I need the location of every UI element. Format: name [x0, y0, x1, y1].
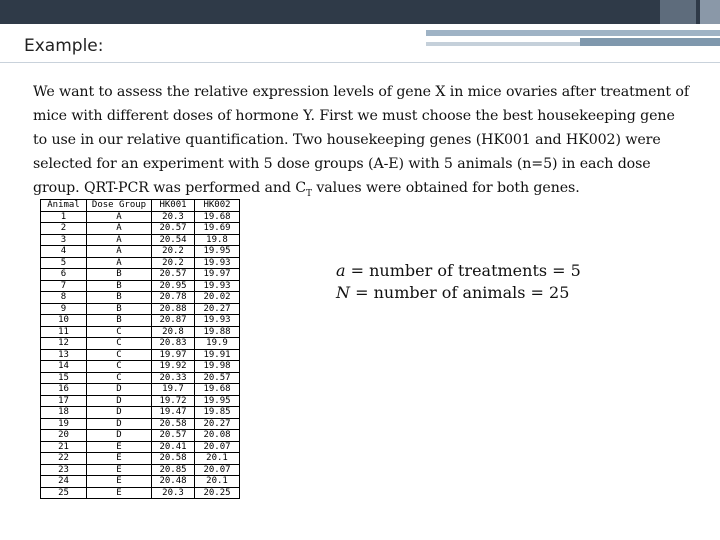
cell-hk001: 19.7 [152, 384, 195, 396]
cell-hk001: 20.95 [152, 280, 195, 292]
top-banner [0, 0, 720, 24]
cell-hk001: 20.8 [152, 326, 195, 338]
cell-animal: 19 [41, 418, 87, 430]
cell-dose-group: E [87, 464, 152, 476]
cell-hk002: 19.88 [195, 326, 240, 338]
table-row [41, 430, 240, 442]
cell-hk002: 19.98 [195, 361, 240, 373]
paragraph-end: values were obtained for both genes. [311, 180, 580, 196]
cell-animal: 15 [41, 372, 87, 384]
cell-hk002: 19.91 [195, 349, 240, 361]
cell-hk002: 19.95 [195, 246, 240, 258]
paragraph-main: We want to assess the relative expression levels of gene X in mice ovaries after treatment of mice with different doses of hormone Y. First we must choose the best housekeeping gene to use in our relative quantification. Two housekeeping genes (HK001 and HK002) were selected for an experiment with 5 dose groups (A-E) with 5 animals (n=5) in each dose group. QRT-PCR was performed and C [33, 84, 690, 196]
table-row [41, 395, 240, 407]
decorative-bar [426, 30, 720, 36]
cell-animal: 24 [41, 476, 87, 488]
cell-dose-group: E [87, 441, 152, 453]
cell-hk001: 20.58 [152, 453, 195, 465]
table-row [41, 384, 240, 396]
cell-hk002: 19.85 [195, 407, 240, 419]
cell-dose-group: C [87, 338, 152, 350]
cell-hk002: 19.69 [195, 223, 240, 235]
cell-dose-group: B [87, 280, 152, 292]
cell-hk002: 20.25 [195, 487, 240, 499]
cell-hk001: 20.3 [152, 487, 195, 499]
cell-dose-group: A [87, 234, 152, 246]
table-row [41, 269, 240, 281]
cell-hk002: 20.1 [195, 476, 240, 488]
table-row [41, 257, 240, 269]
table-header-row [41, 200, 240, 212]
cell-animal: 2 [41, 223, 87, 235]
table-row [41, 361, 240, 373]
cell-animal: 10 [41, 315, 87, 327]
cell-hk002: 19.8 [195, 234, 240, 246]
table-body [41, 211, 240, 499]
column-header-dose-group: Dose Group [87, 200, 152, 212]
cell-hk002: 20.27 [195, 303, 240, 315]
cell-dose-group: A [87, 211, 152, 223]
variable-n: N [336, 283, 350, 302]
cell-hk002: 19.9 [195, 338, 240, 350]
table-row [41, 487, 240, 499]
table-row [41, 372, 240, 384]
cell-hk001: 20.83 [152, 338, 195, 350]
cell-dose-group: D [87, 418, 152, 430]
cell-hk002: 19.93 [195, 315, 240, 327]
cell-animal: 13 [41, 349, 87, 361]
cell-hk001: 19.72 [152, 395, 195, 407]
table-row [41, 303, 240, 315]
cell-dose-group: B [87, 269, 152, 281]
cell-dose-group: E [87, 476, 152, 488]
cell-animal: 4 [41, 246, 87, 258]
table-row [41, 338, 240, 350]
cell-hk002: 20.02 [195, 292, 240, 304]
table-row [41, 407, 240, 419]
cell-animal: 8 [41, 292, 87, 304]
cell-hk002: 20.08 [195, 430, 240, 442]
cell-animal: 6 [41, 269, 87, 281]
cell-hk001: 20.33 [152, 372, 195, 384]
banner-accent [660, 0, 696, 24]
cell-dose-group: C [87, 372, 152, 384]
cell-hk002: 19.68 [195, 384, 240, 396]
table-row [41, 349, 240, 361]
table-row [41, 441, 240, 453]
cell-hk001: 19.92 [152, 361, 195, 373]
cell-hk001: 20.54 [152, 234, 195, 246]
cell-dose-group: A [87, 246, 152, 258]
cell-hk001: 20.48 [152, 476, 195, 488]
cell-dose-group: A [87, 257, 152, 269]
column-header-hk001: HK001 [152, 200, 195, 212]
cell-animal: 20 [41, 430, 87, 442]
cell-animal: 25 [41, 487, 87, 499]
cell-animal: 18 [41, 407, 87, 419]
cell-dose-group: B [87, 292, 152, 304]
cell-hk001: 20.57 [152, 269, 195, 281]
cell-hk001: 20.58 [152, 418, 195, 430]
cell-animal: 7 [41, 280, 87, 292]
divider [0, 62, 720, 63]
cell-dose-group: A [87, 223, 152, 235]
equation-animals [336, 282, 581, 304]
cell-dose-group: D [87, 430, 152, 442]
table-row [41, 476, 240, 488]
table-row [41, 234, 240, 246]
table-row [41, 418, 240, 430]
slide-title: Example: [24, 36, 104, 56]
cell-animal: 23 [41, 464, 87, 476]
cell-hk001: 20.57 [152, 430, 195, 442]
table-row [41, 223, 240, 235]
cell-dose-group: D [87, 407, 152, 419]
cell-hk001: 20.57 [152, 223, 195, 235]
table-row [41, 453, 240, 465]
cell-hk001: 19.47 [152, 407, 195, 419]
cell-animal: 17 [41, 395, 87, 407]
cell-hk002: 20.07 [195, 464, 240, 476]
cell-animal: 16 [41, 384, 87, 396]
data-table [40, 199, 240, 499]
table-row [41, 326, 240, 338]
table-row [41, 211, 240, 223]
cell-animal: 12 [41, 338, 87, 350]
banner-accent [700, 0, 720, 24]
cell-hk002: 20.07 [195, 441, 240, 453]
column-header-hk002: HK002 [195, 200, 240, 212]
cell-animal: 11 [41, 326, 87, 338]
cell-dose-group: D [87, 395, 152, 407]
table-row [41, 464, 240, 476]
cell-hk001: 20.85 [152, 464, 195, 476]
cell-hk001: 20.3 [152, 211, 195, 223]
cell-animal: 14 [41, 361, 87, 373]
column-header-animal: Animal [41, 200, 87, 212]
cell-dose-group: B [87, 303, 152, 315]
equations [336, 260, 581, 304]
cell-dose-group: C [87, 361, 152, 373]
cell-dose-group: E [87, 487, 152, 499]
cell-hk002: 19.93 [195, 257, 240, 269]
cell-hk001: 20.2 [152, 246, 195, 258]
cell-animal: 21 [41, 441, 87, 453]
cell-animal: 1 [41, 211, 87, 223]
cell-hk002: 19.97 [195, 269, 240, 281]
cell-hk001: 20.41 [152, 441, 195, 453]
cell-hk001: 19.97 [152, 349, 195, 361]
cell-hk002: 20.1 [195, 453, 240, 465]
table-row [41, 292, 240, 304]
equation-treatments [336, 260, 581, 282]
description-paragraph [33, 80, 693, 206]
cell-hk002: 19.95 [195, 395, 240, 407]
cell-animal: 22 [41, 453, 87, 465]
cell-hk002: 20.57 [195, 372, 240, 384]
cell-hk002: 20.27 [195, 418, 240, 430]
cell-dose-group: D [87, 384, 152, 396]
equation-animals-text: = number of animals = 25 [350, 283, 570, 302]
cell-hk001: 20.2 [152, 257, 195, 269]
cell-dose-group: C [87, 349, 152, 361]
cell-dose-group: B [87, 315, 152, 327]
cell-animal: 3 [41, 234, 87, 246]
cell-hk001: 20.88 [152, 303, 195, 315]
decorative-bar [426, 42, 580, 46]
variable-a: a [336, 261, 346, 280]
cell-hk002: 19.93 [195, 280, 240, 292]
cell-animal: 9 [41, 303, 87, 315]
decorative-bar [580, 38, 720, 46]
cell-animal: 5 [41, 257, 87, 269]
cell-hk002: 19.68 [195, 211, 240, 223]
cell-dose-group: C [87, 326, 152, 338]
cell-hk001: 20.87 [152, 315, 195, 327]
equation-treatments-text: = number of treatments = 5 [345, 261, 581, 280]
cell-dose-group: E [87, 453, 152, 465]
paragraph-subscript: T [306, 188, 312, 199]
table-row [41, 246, 240, 258]
table-row [41, 315, 240, 327]
table-row [41, 280, 240, 292]
cell-hk001: 20.78 [152, 292, 195, 304]
